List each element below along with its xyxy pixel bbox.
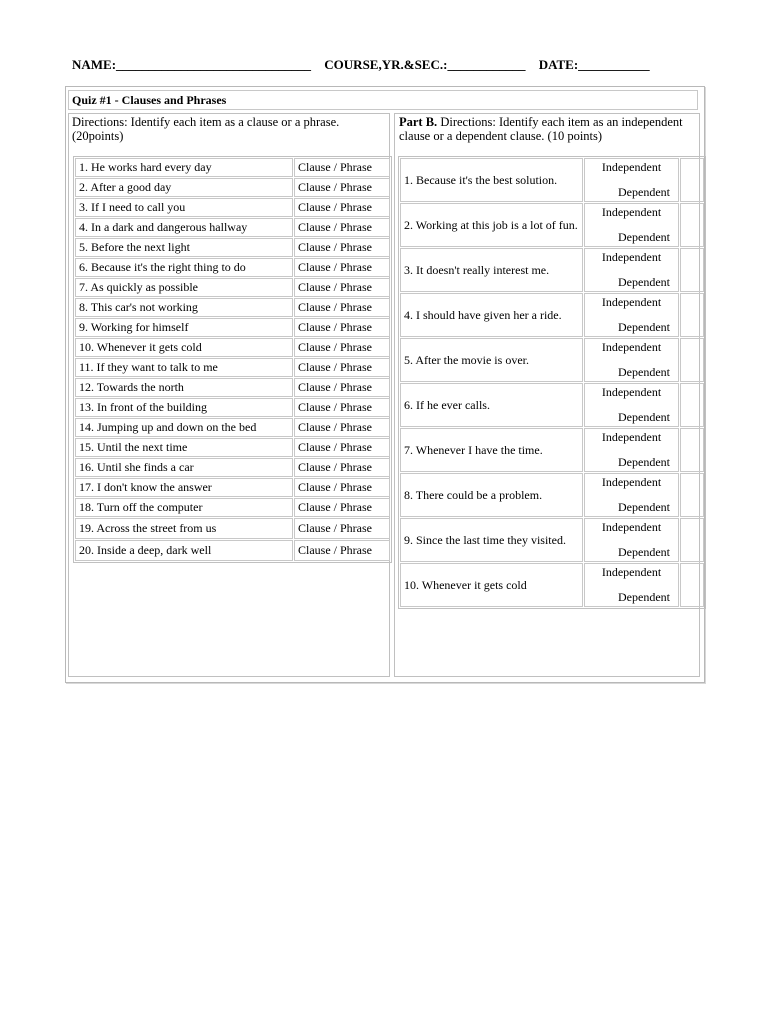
answer-cell[interactable] (680, 293, 704, 337)
part-b-item-choice (584, 338, 679, 382)
part-a-item-question: 2. After a good day (75, 178, 293, 197)
part-a-item-question: 13. In front of the building (75, 398, 293, 417)
table-row (75, 518, 390, 539)
table-row (75, 238, 390, 257)
part-a-item-question: 5. Before the next light (75, 238, 293, 257)
part-a-item-question: 10. Whenever it gets cold (75, 338, 293, 357)
part-a-item-choice[interactable]: Clause / Phrase (294, 418, 390, 437)
part-a-directions: Directions: Identify each item as a clause or a phrase. (20points) (72, 115, 340, 143)
table-row (75, 178, 390, 197)
part-b-directions (399, 115, 699, 143)
part-b-label: Part B. (399, 115, 438, 129)
part-a-item-question: 20. Inside a deep, dark well (75, 540, 293, 561)
part-b-item-question: 9. Since the last time they visited. (400, 518, 583, 562)
part-a-item-question: 17. I don't know the answer (75, 478, 293, 497)
part-b-item-question: 8. There could be a problem. (400, 473, 583, 517)
part-a-item-choice[interactable]: Clause / Phrase (294, 218, 390, 237)
part-b-item-question: 1. Because it's the best solution. (400, 158, 583, 202)
table-row (75, 498, 390, 517)
answer-cell[interactable] (680, 203, 704, 247)
part-a-item-question: 12. Towards the north (75, 378, 293, 397)
quiz-title: Quiz #1 - Clauses and Phrases (68, 90, 698, 110)
part-b-item-choice (584, 248, 679, 292)
dependent-option[interactable]: Dependent (618, 185, 670, 199)
part-a-item-question: 1. He works hard every day (75, 158, 293, 177)
part-a-item-question: 18. Turn off the computer (75, 498, 293, 517)
table-row (400, 473, 704, 517)
part-b-item-choice (584, 293, 679, 337)
part-a-item-question: 7. As quickly as possible (75, 278, 293, 297)
table-row (75, 438, 390, 457)
part-b-item-question: 3. It doesn't really interest me. (400, 248, 583, 292)
part-a-item-choice[interactable]: Clause / Phrase (294, 258, 390, 277)
table-row (75, 158, 390, 177)
table-row (75, 378, 390, 397)
answer-cell[interactable] (680, 338, 704, 382)
table-row (400, 428, 704, 472)
dependent-option[interactable]: Dependent (618, 365, 670, 379)
independent-option[interactable]: Independent (601, 475, 662, 489)
independent-option[interactable]: Independent (601, 250, 662, 264)
dependent-option[interactable]: Dependent (618, 500, 670, 514)
table-row (75, 258, 390, 277)
part-a-item-choice[interactable]: Clause / Phrase (294, 398, 390, 417)
part-a-item-choice[interactable]: Clause / Phrase (294, 498, 390, 517)
independent-option[interactable]: Independent (601, 565, 662, 579)
table-row (400, 338, 704, 382)
part-a-item-choice[interactable]: Clause / Phrase (294, 478, 390, 497)
date-field-label[interactable]: DATE:___________ (538, 57, 650, 72)
part-a-item-choice[interactable]: Clause / Phrase (294, 298, 390, 317)
part-a-item-question: 8. This car's not working (75, 298, 293, 317)
part-a-item-choice[interactable]: Clause / Phrase (294, 540, 390, 561)
answer-cell[interactable] (680, 248, 704, 292)
part-a-item-question: 4. In a dark and dangerous hallway (75, 218, 293, 237)
answer-cell[interactable] (680, 563, 704, 607)
part-b-item-choice (584, 203, 679, 247)
table-row (75, 418, 390, 437)
part-a-item-choice[interactable]: Clause / Phrase (294, 238, 390, 257)
independent-option[interactable]: Independent (601, 340, 662, 354)
table-row (75, 198, 390, 217)
part-a-item-question: 14. Jumping up and down on the bed (75, 418, 293, 437)
course-field-label[interactable]: COURSE,YR.&SEC.:____________ (324, 57, 526, 72)
answer-cell[interactable] (680, 383, 704, 427)
part-b-item-choice (584, 563, 679, 607)
table-row (400, 383, 704, 427)
part-a-item-choice[interactable]: Clause / Phrase (294, 278, 390, 297)
part-a-table (73, 156, 392, 563)
dependent-option[interactable]: Dependent (618, 230, 670, 244)
dependent-option[interactable]: Dependent (618, 410, 670, 424)
part-b-item-question: 5. After the movie is over. (400, 338, 583, 382)
part-a-item-choice[interactable]: Clause / Phrase (294, 458, 390, 477)
part-a-item-question: 16. Until she finds a car (75, 458, 293, 477)
part-a-item-choice[interactable]: Clause / Phrase (294, 438, 390, 457)
part-b-item-question: 7. Whenever I have the time. (400, 428, 583, 472)
part-a-item-choice[interactable]: Clause / Phrase (294, 378, 390, 397)
answer-cell[interactable] (680, 473, 704, 517)
part-a-item-question: 9. Working for himself (75, 318, 293, 337)
table-row (75, 398, 390, 417)
part-a-item-question: 6. Because it's the right thing to do (75, 258, 293, 277)
part-b-item-choice (584, 518, 679, 562)
part-a-item-choice[interactable]: Clause / Phrase (294, 358, 390, 377)
table-row (400, 203, 704, 247)
table-row (75, 540, 390, 561)
table-row (75, 298, 390, 317)
part-a-item-question: 19. Across the street from us (75, 518, 293, 539)
part-b-item-question: 2. Working at this job is a lot of fun. (400, 203, 583, 247)
part-a-item-choice[interactable]: Clause / Phrase (294, 158, 390, 177)
answer-cell[interactable] (680, 428, 704, 472)
table-row (400, 293, 704, 337)
part-a-item-choice[interactable]: Clause / Phrase (294, 338, 390, 357)
dependent-option[interactable]: Dependent (618, 455, 670, 469)
table-row (400, 518, 704, 562)
answer-cell[interactable] (680, 518, 704, 562)
part-b-item-choice (584, 383, 679, 427)
part-a-item-question: 15. Until the next time (75, 438, 293, 457)
independent-option[interactable]: Independent (601, 205, 662, 219)
dependent-option[interactable]: Dependent (618, 275, 670, 289)
table-row (75, 358, 390, 377)
independent-option[interactable]: Independent (601, 160, 662, 174)
table-row (400, 563, 704, 607)
part-b-item-choice (584, 428, 679, 472)
part-a-item-question: 11. If they want to talk to me (75, 358, 293, 377)
part-b-item-question: 6. If he ever calls. (400, 383, 583, 427)
part-b-item-question: 10. Whenever it gets cold (400, 563, 583, 607)
part-a-item-choice[interactable]: Clause / Phrase (294, 518, 390, 539)
dependent-option[interactable]: Dependent (618, 545, 670, 559)
table-row (75, 478, 390, 497)
dependent-option[interactable]: Dependent (618, 320, 670, 334)
table-row (75, 318, 390, 337)
table-row (400, 248, 704, 292)
independent-option[interactable]: Independent (601, 385, 662, 399)
part-a-item-choice[interactable]: Clause / Phrase (294, 318, 390, 337)
independent-option[interactable]: Independent (601, 295, 662, 309)
dependent-option[interactable]: Dependent (618, 590, 670, 604)
part-b-directions-text: Directions: Identify each item as an independent clause or a dependent clause. (10 points) (399, 115, 683, 143)
table-row (75, 278, 390, 297)
independent-option[interactable]: Independent (601, 430, 662, 444)
part-a-item-question: 3. If I need to call you (75, 198, 293, 217)
part-b-item-choice (584, 158, 679, 202)
answer-cell[interactable] (680, 158, 704, 202)
part-a-item-choice[interactable]: Clause / Phrase (294, 178, 390, 197)
independent-option[interactable]: Independent (601, 520, 662, 534)
table-row (75, 338, 390, 357)
part-b-table (398, 156, 706, 609)
table-row (400, 158, 704, 202)
part-b-item-question: 4. I should have given her a ride. (400, 293, 583, 337)
table-row (75, 458, 390, 477)
student-info-header (72, 57, 660, 73)
part-a-item-choice[interactable]: Clause / Phrase (294, 198, 390, 217)
table-row (75, 218, 390, 237)
name-field-label[interactable]: NAME:______________________________ (72, 57, 312, 72)
part-b-item-choice (584, 473, 679, 517)
